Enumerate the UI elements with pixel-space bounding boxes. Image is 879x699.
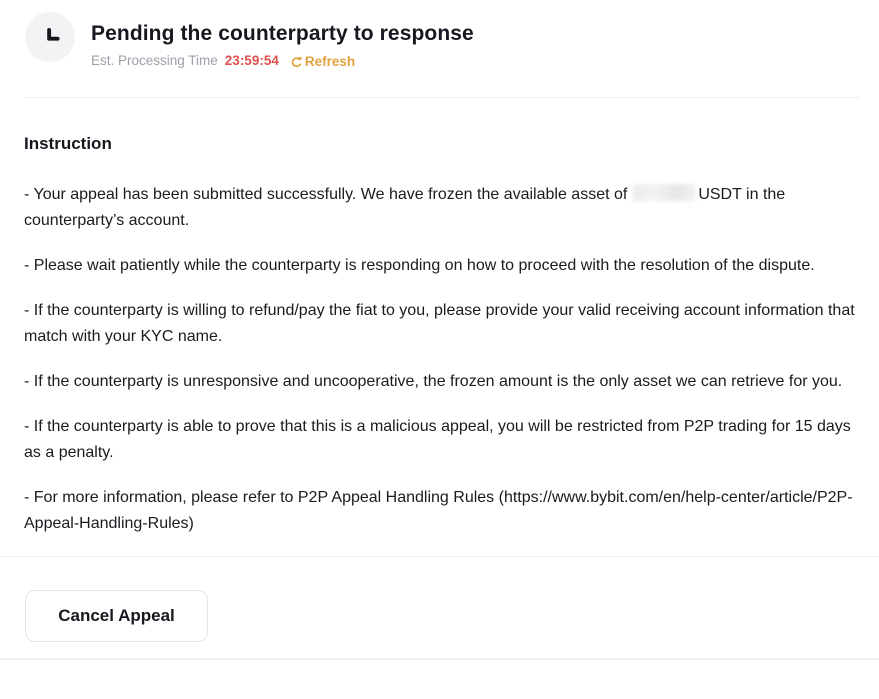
processing-time-label: Est. Processing Time	[91, 53, 218, 68]
instruction-heading: Instruction	[24, 134, 112, 153]
footer-actions	[0, 557, 879, 642]
refresh-icon	[290, 55, 303, 68]
instruction-paragraph: - If the counterparty is able to prove that this is a malicious appeal, you will be restricted from P2P trading for 15 days as a penalty.	[24, 418, 851, 461]
header-divider	[24, 97, 860, 98]
cancel-appeal-button[interactable]: Cancel Appeal	[25, 590, 208, 642]
instruction-paragraph: - For more information, please refer to P2P Appeal Handling Rules (https://www.bybit.com/en/help-center/article/P2P-Appeal-Handling-Rules)	[24, 489, 853, 532]
redacted-amount	[633, 184, 695, 201]
instruction-paragraph: - Your appeal has been submitted successfully. We have frozen the available asset of USDT in the counterparty’s account.	[24, 186, 786, 229]
instruction-section	[0, 133, 879, 537]
instruction-paragraphs	[24, 182, 855, 537]
instruction-paragraph: - Please wait patiently while the counterparty is responding on how to proceed with the resolution of the dispute.	[24, 257, 815, 274]
processing-time-row	[91, 52, 474, 70]
refresh-label: Refresh	[304, 53, 356, 69]
instruction-paragraph: - If the counterparty is willing to refund/pay the fiat to you, please provide your valid receiving account information that match with your KYC name.	[24, 302, 855, 345]
refresh-button[interactable]	[290, 54, 355, 69]
appeal-status-header	[0, 0, 879, 70]
instruction-paragraph: - If the counterparty is unresponsive and uncooperative, the frozen amount is the only asset we can retrieve for you.	[24, 373, 843, 390]
countdown-timer: 23:59:54	[224, 53, 279, 68]
page-title: Pending the counterparty to response	[91, 22, 474, 45]
clock-icon	[25, 12, 75, 62]
page-bottom-edge	[0, 658, 879, 660]
